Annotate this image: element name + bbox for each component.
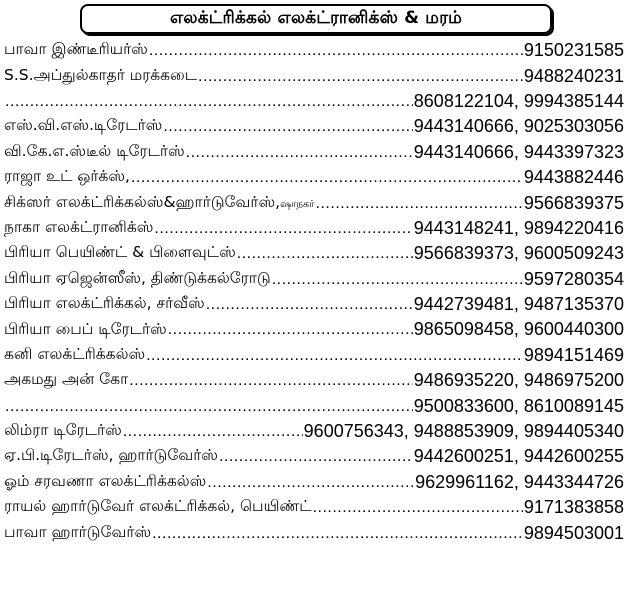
dot-leader: [149, 38, 523, 63]
dot-leader: [129, 368, 413, 393]
phone-numbers: 9443882446: [523, 167, 624, 188]
phone-numbers: 9150231585: [523, 40, 624, 61]
business-name-text: ஏ.பி.டிரேடர்ஸ், ஹார்டுவேர்ஸ்: [4, 446, 218, 465]
phone-numbers: 9488240231: [523, 65, 624, 86]
business-name: [4, 190, 315, 215]
business-name: [4, 470, 206, 495]
directory-entry: [4, 470, 624, 495]
dot-leader: [237, 241, 413, 266]
phone-numbers: 9865098458, 9600440300: [413, 319, 624, 340]
directory-list: [4, 38, 624, 546]
directory-entry: [4, 114, 624, 139]
directory-entry: [4, 520, 624, 545]
directory-entry: [4, 63, 624, 88]
phone-numbers: 9486935220, 9486975200: [413, 370, 624, 391]
dot-leader: [206, 292, 413, 317]
dot-leader: [219, 444, 413, 469]
business-name: [4, 63, 197, 88]
business-name: [4, 241, 236, 266]
directory-entry: [4, 89, 624, 114]
business-name: [4, 520, 151, 545]
directory-entry: [4, 216, 624, 241]
business-name: [4, 495, 312, 520]
business-name-text: ஓம் சரவணா எலக்ட்ரிக்கல்ஸ்: [4, 471, 207, 490]
dot-leader: [316, 191, 523, 216]
business-name: [4, 165, 130, 190]
phone-numbers: 9597280354: [523, 268, 624, 289]
directory-entry: [4, 292, 624, 317]
business-name-text: எஸ்.வி.எஸ்.டிரேடர்ஸ்: [4, 116, 163, 135]
dot-leader: [5, 394, 413, 419]
business-name: [4, 292, 205, 317]
business-name-text: வி.கே.எ.ஸ்டீல் டிரேடர்ஸ்: [4, 141, 185, 160]
phone-numbers: 9442600251, 9442600255: [413, 446, 624, 467]
directory-entry: [4, 140, 624, 165]
directory-entry: [4, 393, 624, 418]
phone-numbers: 8608122104, 9994385144: [413, 90, 624, 111]
business-name-text: பிரியா பெயிண்ட் & பிளைவுட்ஸ்: [4, 243, 236, 262]
dot-leader: [186, 140, 413, 165]
dot-leader: [207, 470, 414, 495]
directory-entry: [4, 190, 624, 215]
section-title: எலக்ட்ரிக்கல் எலக்ட்ரானிக்ஸ் & மரம்: [169, 8, 463, 28]
business-name: [4, 38, 148, 63]
business-name: [4, 368, 128, 393]
dot-leader: [313, 495, 523, 520]
directory-entry: [4, 343, 624, 368]
business-name-text: S.S.அப்துல்காதர் மரக்கடை: [4, 65, 198, 84]
business-name: [4, 140, 185, 165]
business-name: [4, 444, 218, 469]
business-name: [4, 267, 271, 292]
dot-leader: [5, 89, 413, 114]
phone-numbers: 9894503001: [523, 522, 624, 543]
business-name-text: நாகா எலக்ட்ரானிக்ஸ்: [4, 217, 154, 236]
section-header: [80, 4, 552, 34]
business-name: [4, 114, 162, 139]
business-name: [4, 343, 145, 368]
phone-numbers: 9443148241, 9894220416: [413, 217, 624, 238]
business-name-text: அகமது அன் கோ: [4, 370, 129, 389]
phone-numbers: 9566839373, 9600509243: [413, 243, 624, 264]
directory-entry: [4, 165, 624, 190]
directory-entry: [4, 495, 624, 520]
business-name-text: பாவா இண்டீரியர்ஸ்: [4, 40, 148, 59]
dot-leader: [198, 64, 523, 89]
phone-numbers: 9500833600, 8610089145: [413, 395, 624, 416]
directory-entry: [4, 267, 624, 292]
directory-entry: [4, 241, 624, 266]
dot-leader: [154, 216, 412, 241]
phone-numbers: 9629961162, 9443344726: [415, 471, 624, 492]
dot-leader: [123, 419, 303, 444]
business-name-text: கனி எலக்ட்ரிக்கல்ஸ்: [4, 344, 146, 363]
business-name-text: பிரியா எலக்ட்ரிக்கல், சர்வீஸ்: [4, 294, 205, 313]
dot-leader: [131, 165, 523, 190]
dot-leader: [146, 343, 523, 368]
business-name-text: பிரியா பைப் டிரேடர்ஸ்: [4, 319, 167, 338]
directory-entry: [4, 317, 624, 342]
phone-numbers: 9443140666, 9443397323: [413, 141, 624, 162]
dot-leader: [272, 267, 523, 292]
dot-leader: [152, 521, 523, 546]
phone-numbers: 9442739481, 9487135370: [413, 294, 624, 315]
business-name-text: சிக்ஸர் எலக்ட்ரிக்கல்ஸ்&ஹார்டுவேர்ஸ்,: [4, 192, 281, 211]
phone-numbers: 9894151469: [523, 344, 624, 365]
business-name-text: ராயல் ஹார்டுவேர் எலக்ட்ரிக்கல், பெயிண்ட்: [4, 497, 312, 516]
business-name-text: லிம்ரா டிரேடர்ஸ்: [4, 421, 122, 440]
phone-numbers: 9443140666, 9025303056: [413, 116, 624, 137]
business-name-text: ராஜா உட் ஒர்க்ஸ்,: [4, 167, 130, 186]
directory-entry: [4, 444, 624, 469]
dot-leader: [168, 317, 413, 342]
business-name: [4, 216, 153, 241]
business-name-text: பிரியா ஏஜென்ஸீஸ், திண்டுக்கல்ரோடு: [4, 268, 271, 287]
directory-entry: [4, 419, 624, 444]
phone-numbers: 9600756343, 9488853909, 9894405340: [303, 421, 624, 442]
business-name: [4, 419, 122, 444]
business-name-text: பாவா ஹார்டுவேர்ஸ்: [4, 522, 152, 541]
directory-entry: [4, 38, 624, 63]
business-location: ஷாநகர்: [280, 198, 315, 210]
business-name: [4, 317, 167, 342]
phone-numbers: 9171383858: [523, 497, 624, 518]
directory-entry: [4, 368, 624, 393]
phone-numbers: 9566839375: [523, 192, 624, 213]
dot-leader: [163, 114, 412, 139]
